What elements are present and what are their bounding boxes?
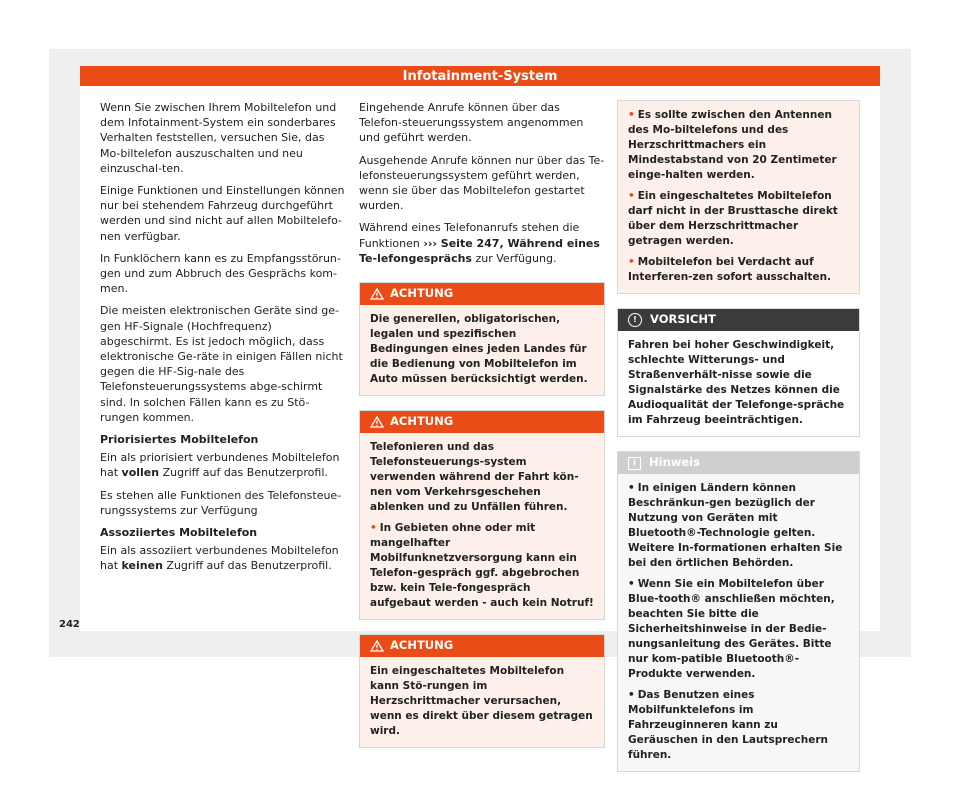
note-bullet: • Wenn Sie ein Mobiltelefon über Blue-tooth® anschließen möchten, beachten Sie bitte die Sicherheitshinweise in der Bedie-nungsanleitung des Gerätes. Bitte nur kom-patible Bluetooth®-Produkte verwenden. bbox=[628, 578, 835, 680]
warning-box bbox=[359, 282, 605, 396]
bullet-icon: • bbox=[628, 190, 635, 202]
paragraph: Eingehende Anrufe können über das Telefon-steuerungssystem angenommen und geführt werden. bbox=[359, 101, 584, 145]
caution-circle-icon: ! bbox=[628, 313, 642, 327]
note-bullet: • Das Benutzen eines Mobilfunktelefons im Fahrzeuginneren kann zu Geräuschen in den Lautsprechern führen. bbox=[628, 689, 828, 761]
caution-header: ! VORSICHT bbox=[618, 309, 859, 331]
header-title: Infotainment-System bbox=[402, 68, 558, 84]
paragraph: Ausgehende Anrufe können nur über das Te-lefonsteuerungssystem geführt werden, wenn sie über das Mobiltelefon gestartet wurden. bbox=[359, 153, 605, 213]
bullet-icon: • bbox=[628, 256, 635, 268]
warning-header: ACHTUNG bbox=[360, 283, 604, 305]
column-3 bbox=[617, 100, 860, 786]
warning-header: ACHTUNG bbox=[360, 411, 604, 433]
warning-bullet: • Ein eingeschaltetes Mobiltelefon darf nicht in der Brusttasche direkt über dem Herzschrittmacher getragen werden. bbox=[628, 190, 838, 247]
warning-triangle-icon bbox=[370, 640, 384, 652]
warning-text: Die generellen, obligatorischen, legalen und spezifischen Bedingungen eines jeden Landes für die Bedienung von Mobiltelefon im Auto müssen berücksichtigt werden. bbox=[370, 313, 588, 386]
bullet-icon: • bbox=[628, 109, 635, 121]
paragraph: Es stehen alle Funktionen des Telefonsteue-rungssystems zur Verfügung bbox=[100, 488, 342, 517]
paragraph: Wenn Sie zwischen Ihrem Mobiltelefon und dem Infotainment-System ein sonderbares Verhalten feststellen, versuchen Sie, das Mo-biltelefon auszuschalten und neu einzuschal-ten. bbox=[100, 101, 337, 175]
page-header bbox=[80, 66, 880, 86]
warning-header: ACHTUNG bbox=[360, 635, 604, 657]
warning-triangle-icon bbox=[370, 288, 384, 300]
warning-bullet: • Mobiltelefon bei Verdacht auf Interferen-zen sofort ausschalten. bbox=[628, 256, 832, 283]
warning-triangle-icon bbox=[370, 416, 384, 428]
paragraph: Während eines Telefonanrufs stehen die Funktionen ››› Seite 247, Während eines Te-lefongesprächs zur Verfügung. bbox=[359, 221, 600, 265]
warning-bullet: • Es sollte zwischen den Antennen des Mo-biltelefons und des Herzschrittmachers ein Mindestabstand von 20 Zentimeter einge-halten werden. bbox=[628, 109, 837, 181]
paragraph: Die meisten elektronischen Geräte sind ge-gen HF-Signale (Hochfrequenz) abgeschirmt. Es ist jedoch möglich, dass elektronische Ge-räte in einigen Fällen nicht gegen die HF-Sig-nale des Telefonsteuerungssystems abge-schirmt sind. In solchen Fällen kann es zu Stö-rungen kommen. bbox=[100, 304, 343, 424]
warning-text: Ein eingeschaltetes Mobiltelefon kann Stö-rungen im Herzschrittmacher verursachen, wenn es direkt über diesem getragen wird. bbox=[370, 665, 593, 738]
subheading: Priorisiertes Mobiltelefon bbox=[100, 433, 259, 447]
paragraph: Einige Funktionen und Einstellungen können nur bei stehendem Fahrzeug durchgeführt werden und sind nicht auf allen Mobiltelefo-nen verfügbar. bbox=[100, 184, 345, 243]
bullet-icon: • bbox=[628, 482, 635, 494]
bullet-icon: • bbox=[370, 522, 377, 535]
bullet-icon: • bbox=[628, 578, 635, 590]
warning-text: Telefonieren und das Telefonsteuerungs-system verwenden während der Fahrt kön-nen vom Verkehrsgeschehen ablenken und zu Unfällen führen. bbox=[370, 441, 579, 514]
note-bullet: • In einigen Ländern können Beschränkun-gen bezüglich der Nutzung von Geräten mit Bluetooth®-Technologie gelten. Weitere In-formationen erhalten Sie bei den örtlichen Behörden. bbox=[628, 482, 843, 569]
warning-bullet: • In Gebieten ohne oder mit mangelhafter Mobilfunknetzversorgung kann ein Telefon-gespräch ggf. abgebrochen bzw. kein Tele-fongespräch aufgebaut werden - auch kein Notruf! bbox=[370, 522, 594, 610]
note-header: i Hinweis bbox=[618, 452, 859, 474]
column-2 bbox=[359, 100, 605, 762]
warning-box bbox=[359, 410, 605, 620]
subheading: Assoziiertes Mobiltelefon bbox=[100, 526, 258, 540]
column-1 bbox=[100, 100, 346, 581]
page-number: 242 bbox=[59, 619, 80, 630]
bullet-icon: • bbox=[628, 689, 635, 701]
paragraph: In Funklöchern kann es zu Empfangsstörun-gen und zum Abbruch des Gesprächs kom-men. bbox=[100, 251, 341, 296]
caution-text: Fahren bei hoher Geschwindigkeit, schlechte Witterungs- und Straßenverhält-nisse sowie die Signalstärke des Netzes können die Audioqualität der Telefonge-spräche im Fahrzeug beeinträchtigen. bbox=[628, 339, 845, 426]
paragraph: Ein als priorisiert verbundenes Mobiltelefon hat vollen Zugriff auf das Benutzerprofil. bbox=[100, 451, 340, 480]
caution-box bbox=[617, 308, 860, 437]
warning-box bbox=[359, 634, 605, 748]
paragraph: Ein als assoziiert verbundenes Mobiltelefon hat keinen Zugriff auf das Benutzerprofil. bbox=[100, 544, 339, 573]
note-box bbox=[617, 451, 860, 772]
warning-continuation-box bbox=[617, 100, 860, 294]
info-icon: i bbox=[628, 457, 641, 470]
page-reference-link[interactable]: ››› Seite 247, Während eines Te-lefongesprächs bbox=[359, 236, 600, 265]
